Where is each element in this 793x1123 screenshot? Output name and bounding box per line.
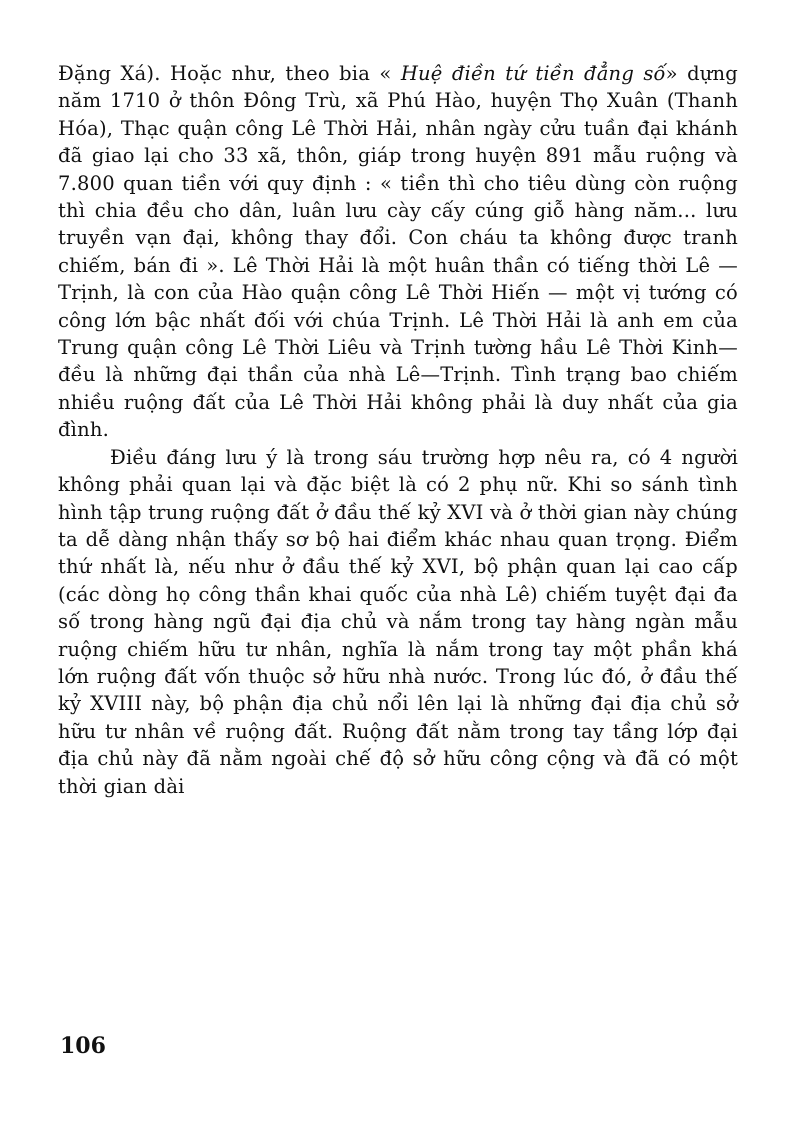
- paragraph-2: Điều đáng lưu ý là trong sáu trường hợp nêu ra, có 4 người không phải quan lại và đặc biệt là có 2 phụ nữ. Khi so sánh tình hình tập trung ruộng đất ở đầu thế kỷ XVI và ở thời gian này chúng ta dễ dàng nhận thấy sơ bộ hai điểm khác nhau quan trọng. Điểm thứ nhất là, nếu như ở đầu thế kỷ XVI, bộ phận quan lại cao cấp (các dòng họ công thần khai quốc của nhà Lê) chiếm tuyệt đại đa số trong hàng ngũ đại địa chủ và nắm trong tay hàng ngàn mẫu ruộng chiếm hữu tư nhân, nghĩa là nắm trong tay một phần khá lớn ruộng đất vốn thuộc sở hữu nhà nước. Trong lúc đó, ở đầu thế kỷ XVIII này, bộ phận địa chủ nổi lên lại là những đại địa chủ sở hữu tư nhân về ruộng đất. Ruộng đất nằm trong tay tầng lớp đại địa chủ này đã nằm ngoài chế độ sở hữu công cộng và đã có một thời gian dài: [58, 445, 738, 798]
- paragraph-1-lead: Đặng Xá). Hoặc như, theo bia «: [58, 62, 401, 85]
- paragraph-continuation: [58, 60, 738, 444]
- page-number: 106: [60, 1033, 106, 1059]
- body-text: [58, 60, 738, 800]
- paragraph-1-body: » dựng năm 1710 ở thôn Đông Trù, xã Phú Hào, huyện Thọ Xuân (Thanh Hóa), Thạc quận công Lê Thời Hải, nhân ngày cửu tuần đại khánh đã giao lại cho 33 xã, thôn, giáp trong huyện 891 mẫu ruộng và 7.800 quan tiền với quy định : « tiền thì cho tiêu dùng còn ruộng thì chia đều cho dân, luân lưu cày cấy cúng giỗ hàng năm... lưu truyền vạn đại, không thay đổi. Con cháu ta không được tranh chiếm, bán đi ». Lê Thời Hải là một huân thần có tiếng thời Lê — Trịnh, là con của Hào quận công Lê Thời Hiến — một vị tướng có công lớn bậc nhất đối với chúa Trịnh. Lê Thời Hải là anh em của Trung quận công Lê Thời Liêu và Trịnh tường hầu Lê Thời Kinh—đều là những đại thần của nhà Lê—Trịnh. Tình trạng bao chiếm nhiều ruộng đất của Lê Thời Hải không phải là duy nhất của gia đình.: [58, 62, 738, 442]
- inscription-title: Huệ điền tứ tiền đẳng số: [400, 62, 666, 85]
